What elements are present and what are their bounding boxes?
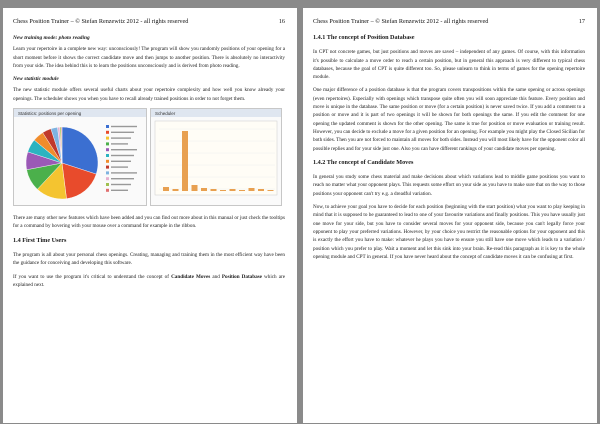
legend-text-line: [111, 161, 131, 162]
scheduler-bar: [249, 188, 255, 191]
text-run: and: [210, 273, 222, 280]
paragraph-features: There are many other new features which have been added and you can find out more about in this manual or just check the tooltips for a command by hovering with your mouse over a command for example in the ribbon.: [13, 215, 285, 230]
legend-swatch: [106, 160, 109, 163]
figure-title: Scheduler: [155, 111, 176, 117]
scheduler-bar: [230, 189, 236, 191]
legend-swatch: [106, 189, 109, 192]
heading-training: New training mode: photo reading: [13, 35, 90, 41]
left-page: [3, 8, 297, 423]
scheduler-bar: [268, 190, 274, 191]
text-run: which are explained next.: [13, 273, 285, 288]
legend-swatch: [106, 166, 109, 169]
legend-text-line: [111, 172, 137, 173]
legend-text-line: [111, 184, 131, 185]
legend-swatch: [106, 177, 109, 180]
header-title: Chess Position Trainer – © Stefan Renzewitz 2012 - all rights reserved: [13, 18, 189, 25]
legend-swatch: [106, 148, 109, 151]
scheduler-bar: [182, 131, 188, 191]
legend-swatch: [106, 142, 109, 145]
legend-swatch: [106, 183, 109, 186]
page-number: 16: [278, 18, 285, 25]
legend-text-line: [111, 155, 134, 156]
paragraph-s1-1: In CPT not concrete games, but just positions and moves are saved – independent of any games. Of course, with this information it's possible to calculate a move order to reach a certain position, but in general this approach is very different to typical chess databases, because the goal of CPT is quite different too. So, please unlearn to think in terms of games for the opening repertoire module.: [313, 49, 585, 81]
scheduler-bar: [220, 190, 226, 191]
scheduler-bar: [192, 185, 198, 191]
scheduler-chart-image: [151, 109, 281, 205]
page-body: [13, 34, 285, 294]
legend-swatch: [106, 137, 109, 140]
figure-title: Statistics: positions per opening: [18, 111, 82, 117]
page-body: [313, 34, 585, 266]
page-header: [313, 18, 585, 25]
statistics-pie-image: [14, 109, 146, 205]
paragraph-statistic: The new statistic module offers several useful charts about your repertoire complexity and how well you know already your openings. The scheduler shows you when you have to recall already trained positions in order to not forget them.: [13, 87, 285, 102]
scheduler-bar: [173, 189, 179, 191]
scheduler-screenshot: [150, 108, 282, 206]
section-candidate-moves: 1.4.2 The concept of Candidate Moves: [313, 158, 414, 166]
statistics-screenshot: [13, 108, 147, 206]
legend-text-line: [111, 166, 128, 167]
bold-candidate-moves: Candidate Moves: [171, 273, 211, 280]
heading-statistic: New statistic module: [13, 76, 59, 83]
legend-swatch: [106, 131, 109, 134]
scheduler-bar: [258, 189, 264, 191]
scheduler-bar: [211, 189, 217, 191]
scheduler-bar: [201, 188, 207, 191]
header-title: Chess Position Trainer – © Stefan Renzewitz 2012 - all rights reserved: [313, 18, 489, 25]
bold-position-database: Position Database: [221, 273, 262, 280]
page-number: 17: [578, 18, 585, 25]
scheduler-bar: [163, 187, 169, 191]
figure-row: [13, 108, 285, 206]
text-run: If you want to use the program it's critical to understand the concept of: [13, 273, 172, 280]
legend-text-line: [111, 143, 128, 144]
legend-swatch: [106, 125, 109, 128]
section-position-database: 1.4.1 The concept of Position Database: [313, 34, 415, 41]
scheduler-bar: [239, 190, 245, 191]
paragraph-first-1: The program is all about your personal chess openings. Creating, managing and training them in the most efficient way have been the guidance for conceiving and developing this software.: [13, 251, 285, 267]
right-page: [303, 8, 597, 423]
legend-swatch: [106, 154, 109, 157]
legend-text-line: [111, 149, 137, 150]
paragraph-s2-2: Now, to achieve your goal you have to decide for each position (beginning with the start position) what you want to play keeping in mind that it is supposed to be guaranteed to lead to one of your favourite variations and finally positions. This you have usually just one move for your side, but you have to consider several moves for your opponent side, because you can't legally force your opponent to play your preferred variations. However, by your choice you restrict the reasonable options for your opponent and this is exactly the effort you have to make: whatever he plays you have to ensure you still have one move which leads to a variation / position which you prefer to play. Wait a moment and let this sink into your brain. Re-read this paragraph as it is key to the whole opening module and CPT in general. If you have never heard about the concept of candidate moves it can be confusing at first.: [313, 204, 585, 260]
paragraph-s2-1: In general you study some chess material and make decisions about which variations lead to middle game positions you want to reach no matter what your opponent plays. This requests some effort on your side as you have to make sure that on the way to those positions your opponent can't try e.g. a dreadful variation.: [313, 174, 585, 197]
legend-text-line: [111, 190, 128, 191]
page-header: [13, 18, 285, 25]
legend-text-line: [111, 178, 134, 179]
section-first-time-users: 1.4 First Time Users: [13, 236, 67, 244]
legend-text-line: [111, 126, 137, 127]
paragraph-s1-2: One major difference of a position database is that the program covers transpositions within the same opening or across openings (even repertoires). Especially with openings which transpose quite often you will soon appreciate this feature. Every position and move is unique in the database. The same position or move (for a certain position) is never saved twice. If you add a comment to a position or move and it is part of two openings it will be shown for both openings the same. If you edit the comment for one opening the updated comment is shown for the other opening. The same is true for position or move evaluation or training result. However, you can decide to exclude a move for a given position for an opening. For example you might play the Closed Sicilian for both sides. Then you are not forced to maintain all moves for both sides. Instead you will most likely have for the opponent color all possible replies and for your side just one. Also you can have different rankings of your candidate moves per opening.: [313, 87, 586, 152]
legend-text-line: [111, 132, 134, 133]
legend-swatch: [106, 171, 109, 174]
legend-text-line: [111, 137, 131, 138]
paragraph-first-2: [13, 273, 285, 290]
paragraph-training: Learn your repertoire in a complete new way: unconsciously! The program will show you randomly positions of your opening for a short moment before it shows the correct candidate move and then jumps to another position. There is absolutely no interactivity from your side. The idea behind this is to learn the positions unconsciously and is derived from photo reading.: [13, 46, 285, 69]
